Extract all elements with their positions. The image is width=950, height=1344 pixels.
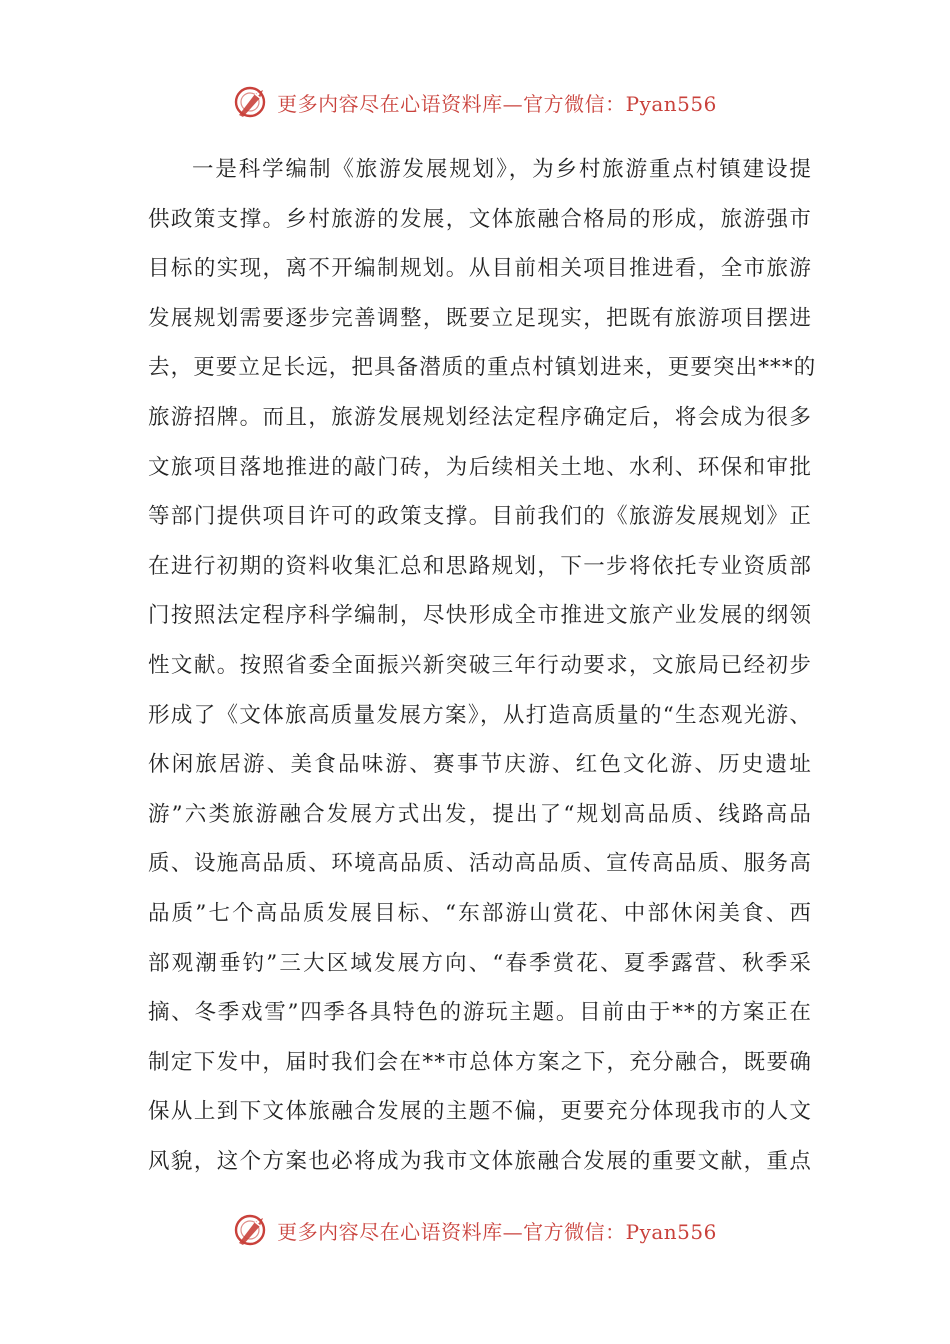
paragraph-line: 品质”七个高品质发展目标、“东部游山赏花、中部休闲美食、西 [148, 900, 812, 926]
paragraph-line: 保从上到下文体旅融合发展的主题不偏，更要充分体现我市的人文 [148, 1099, 812, 1125]
paragraph-line: 等部门提供项目许可的政策支撑。目前我们的《旅游发展规划》正 [148, 504, 812, 530]
paragraph-line: 风貌，这个方案也必将成为我市文体旅融合发展的重要文献，重点 [148, 1148, 812, 1174]
paragraph-line: 摘、冬季戏雪”四季各具特色的游玩主题。目前由于**的方案正在 [148, 1000, 812, 1026]
paragraph-line: 游”六类旅游融合发展方式出发，提出了“规划高品质、线路高品 [148, 801, 812, 827]
paragraph-line: 目标的实现，离不开编制规划。从目前相关项目推进看，全市旅游 [148, 256, 812, 282]
pen-nib-logo-icon [233, 84, 269, 120]
paragraph-line: 去，更要立足长远，把具备潜质的重点村镇划进来，更要突出***的 [148, 355, 817, 381]
paragraph-line: 一是科学编制《旅游发展规划》，为乡村旅游重点村镇建设提 [192, 157, 812, 182]
paragraph-line: 部观潮垂钓”三大区域发展方向、“春季赏花、夏季露营、秋季采 [148, 950, 812, 976]
header-watermark [0, 82, 950, 122]
footer-watermark [0, 1210, 950, 1250]
paragraph-line: 形成了《文体旅高质量发展方案》，从打造高质量的“生态观光游、 [148, 702, 812, 728]
document-body [148, 152, 817, 1193]
pen-nib-logo-icon [233, 1212, 269, 1248]
paragraph-line: 旅游招牌。而且，旅游发展规划经法定程序确定后，将会成为很多 [148, 404, 812, 430]
paragraph-line: 门按照法定程序科学编制，尽快形成全市推进文旅产业发展的纲领 [148, 603, 812, 629]
paragraph-line: 发展规划需要逐步完善调整，既要立足现实，把既有旅游项目摆进 [148, 305, 812, 331]
paragraph-line: 质、设施高品质、环境高品质、活动高品质、宣传高品质、服务高 [148, 851, 812, 877]
paragraph-line: 性文献。按照省委全面振兴新突破三年行动要求，文旅局已经初步 [148, 652, 812, 678]
paragraph-line: 休闲旅居游、美食品味游、赛事节庆游、红色文化游、历史遗址 [148, 752, 812, 778]
watermark-text: 更多内容尽在心语资料库—官方微信：Pyan556 [277, 91, 717, 116]
paragraph-line: 在进行初期的资料收集汇总和思路规划，下一步将依托专业资质部 [148, 553, 812, 579]
paragraph-line: 文旅项目落地推进的敲门砖，为后续相关土地、水利、环保和审批 [148, 454, 812, 480]
paragraph-line: 制定下发中，届时我们会在**市总体方案之下，充分融合，既要确 [148, 1049, 812, 1075]
watermark-text: 更多内容尽在心语资料库—官方微信：Pyan556 [277, 1219, 717, 1244]
paragraph-line: 供政策支撑。乡村旅游的发展，文体旅融合格局的形成，旅游强市 [148, 206, 812, 232]
